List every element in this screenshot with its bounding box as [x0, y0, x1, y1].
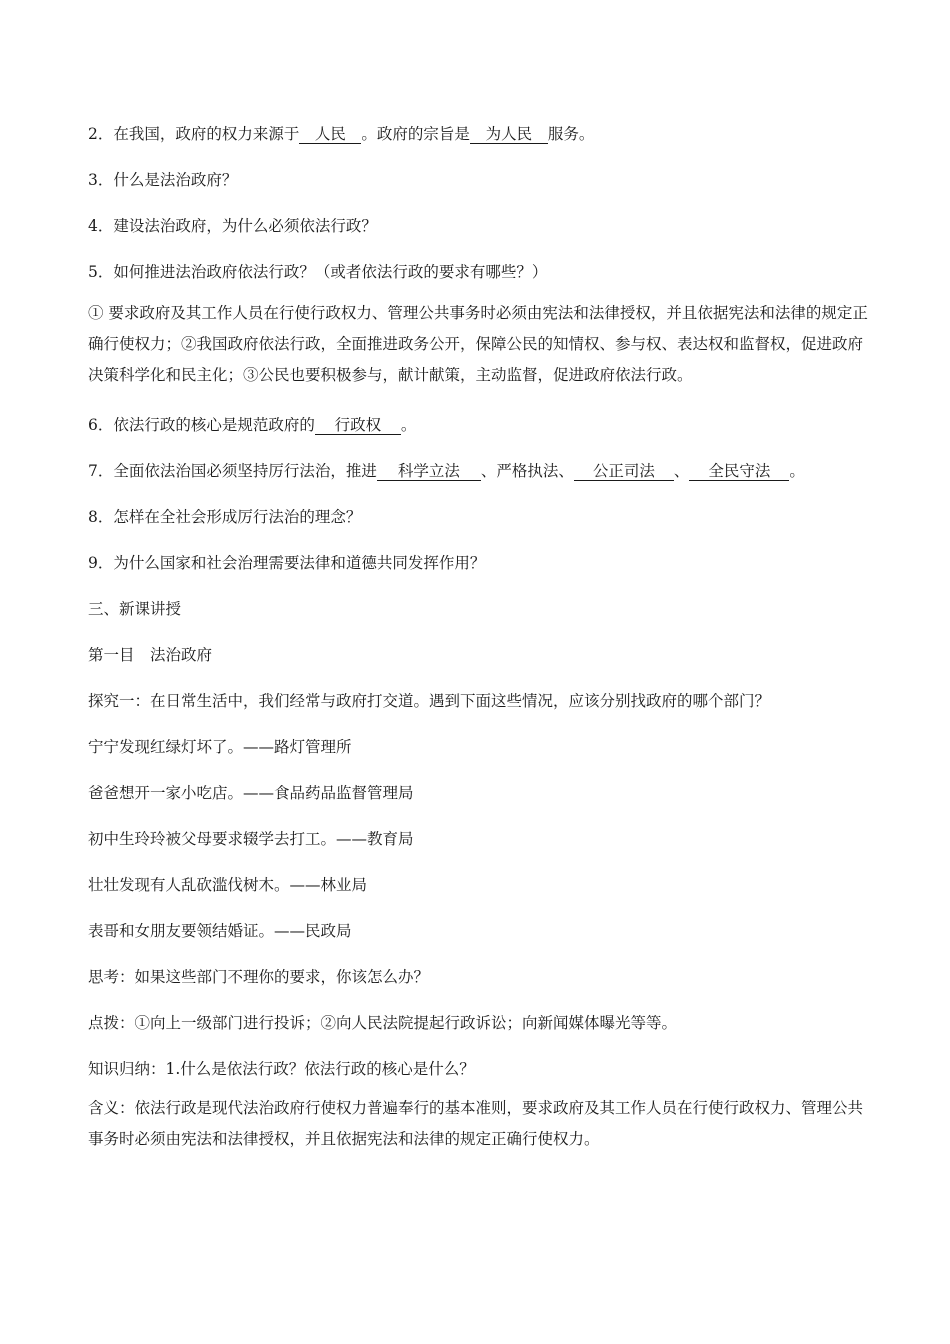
answer-blank: 全民守法 — [689, 462, 789, 481]
question-9: 9．为什么国家和社会治理需要法律和道德共同发挥作用？ — [88, 554, 486, 572]
answer-blank: 科学立法 — [377, 462, 481, 481]
question-5: 5．如何推进法治政府依法行政？（或者依法行政的要求有哪些？） — [88, 263, 548, 281]
question-7-suffix: 。 — [789, 462, 805, 480]
question-2 — [88, 122, 878, 146]
question-2-mid: 。政府的宗旨是 — [361, 125, 470, 143]
answer-blank: 人民 — [299, 125, 361, 144]
case-item: 初中生玲玲被父母要求辍学去打工。——教育局 — [88, 830, 414, 848]
question-2-prefix: 2．在我国，政府的权力来源于 — [88, 125, 300, 143]
answer-blank: 公正司法 — [574, 462, 674, 481]
think-prompt: 思考：如果这些部门不理你的要求，你该怎么办？ — [88, 968, 430, 986]
question-7-mid-1: 、严格执法、 — [480, 462, 574, 480]
definition-text: 含义：依法行政是现代法治政府行使权力普遍奉行的基本准则，要求政府及其工作人员在行使行政权力、管理公共事务时必须由宪法和法律授权，并且依据宪法和法律的规定正确行使权力。 — [88, 1099, 864, 1148]
section-heading: 三、新课讲授 — [88, 600, 182, 618]
question-6 — [88, 413, 878, 437]
question-3: 3．什么是法治政府？ — [88, 171, 238, 189]
case-item: 壮壮发现有人乱砍滥伐树木。——林业局 — [88, 876, 368, 894]
question-6-suffix: 。 — [400, 416, 417, 434]
case-item: 表哥和女朋友要领结婚证。——民政局 — [88, 922, 352, 940]
question-7-mid-2: 、 — [673, 462, 690, 480]
document-body — [88, 122, 878, 1155]
question-7 — [88, 459, 878, 483]
answer-5: ① 要求政府及其工作人员在行使行政权力、管理公共事务时必须由宪法和法律授权，并且依据宪法和法律的规定正确行使权力；②我国政府依法行政，全面推进政务公开，保障公民的知情权、参与权、表达权和监督权，促进政府决策科学化和民主化；③公民也要积极参与，献计献策，主动监督，促进政府依法行政。 — [88, 304, 868, 384]
question-4: 4．建设法治政府，为什么必须依法行政？ — [88, 217, 377, 235]
case-item: 爸爸想开一家小吃店。——食品药品监督管理局 — [88, 784, 414, 802]
question-7-prefix: 7．全面依法治国必须坚持厉行法治，推进 — [88, 462, 377, 480]
answer-blank: 为人民 — [470, 125, 548, 144]
question-6-prefix: 6．依法行政的核心是规范政府的 — [88, 416, 315, 434]
case-item: 宁宁发现红绿灯坏了。——路灯管理所 — [88, 738, 352, 756]
question-2-suffix: 服务。 — [547, 125, 595, 143]
explore-prompt: 探究一：在日常生活中，我们经常与政府打交道。遇到下面这些情况，应该分别找政府的哪个部门？ — [88, 692, 771, 710]
chapter-heading: 第一目 法治政府 — [88, 646, 213, 664]
answer-blank: 行政权 — [315, 416, 401, 435]
question-8: 8．怎样在全社会形成厉行法治的理念？ — [88, 508, 362, 526]
hint-text: 点拨：①向上一级部门进行投诉；②向人民法院提起行政诉讼；向新闻媒体曝光等等。 — [88, 1014, 678, 1032]
summary-heading: 知识归纳：1.什么是依法行政？依法行政的核心是什么？ — [88, 1060, 475, 1078]
